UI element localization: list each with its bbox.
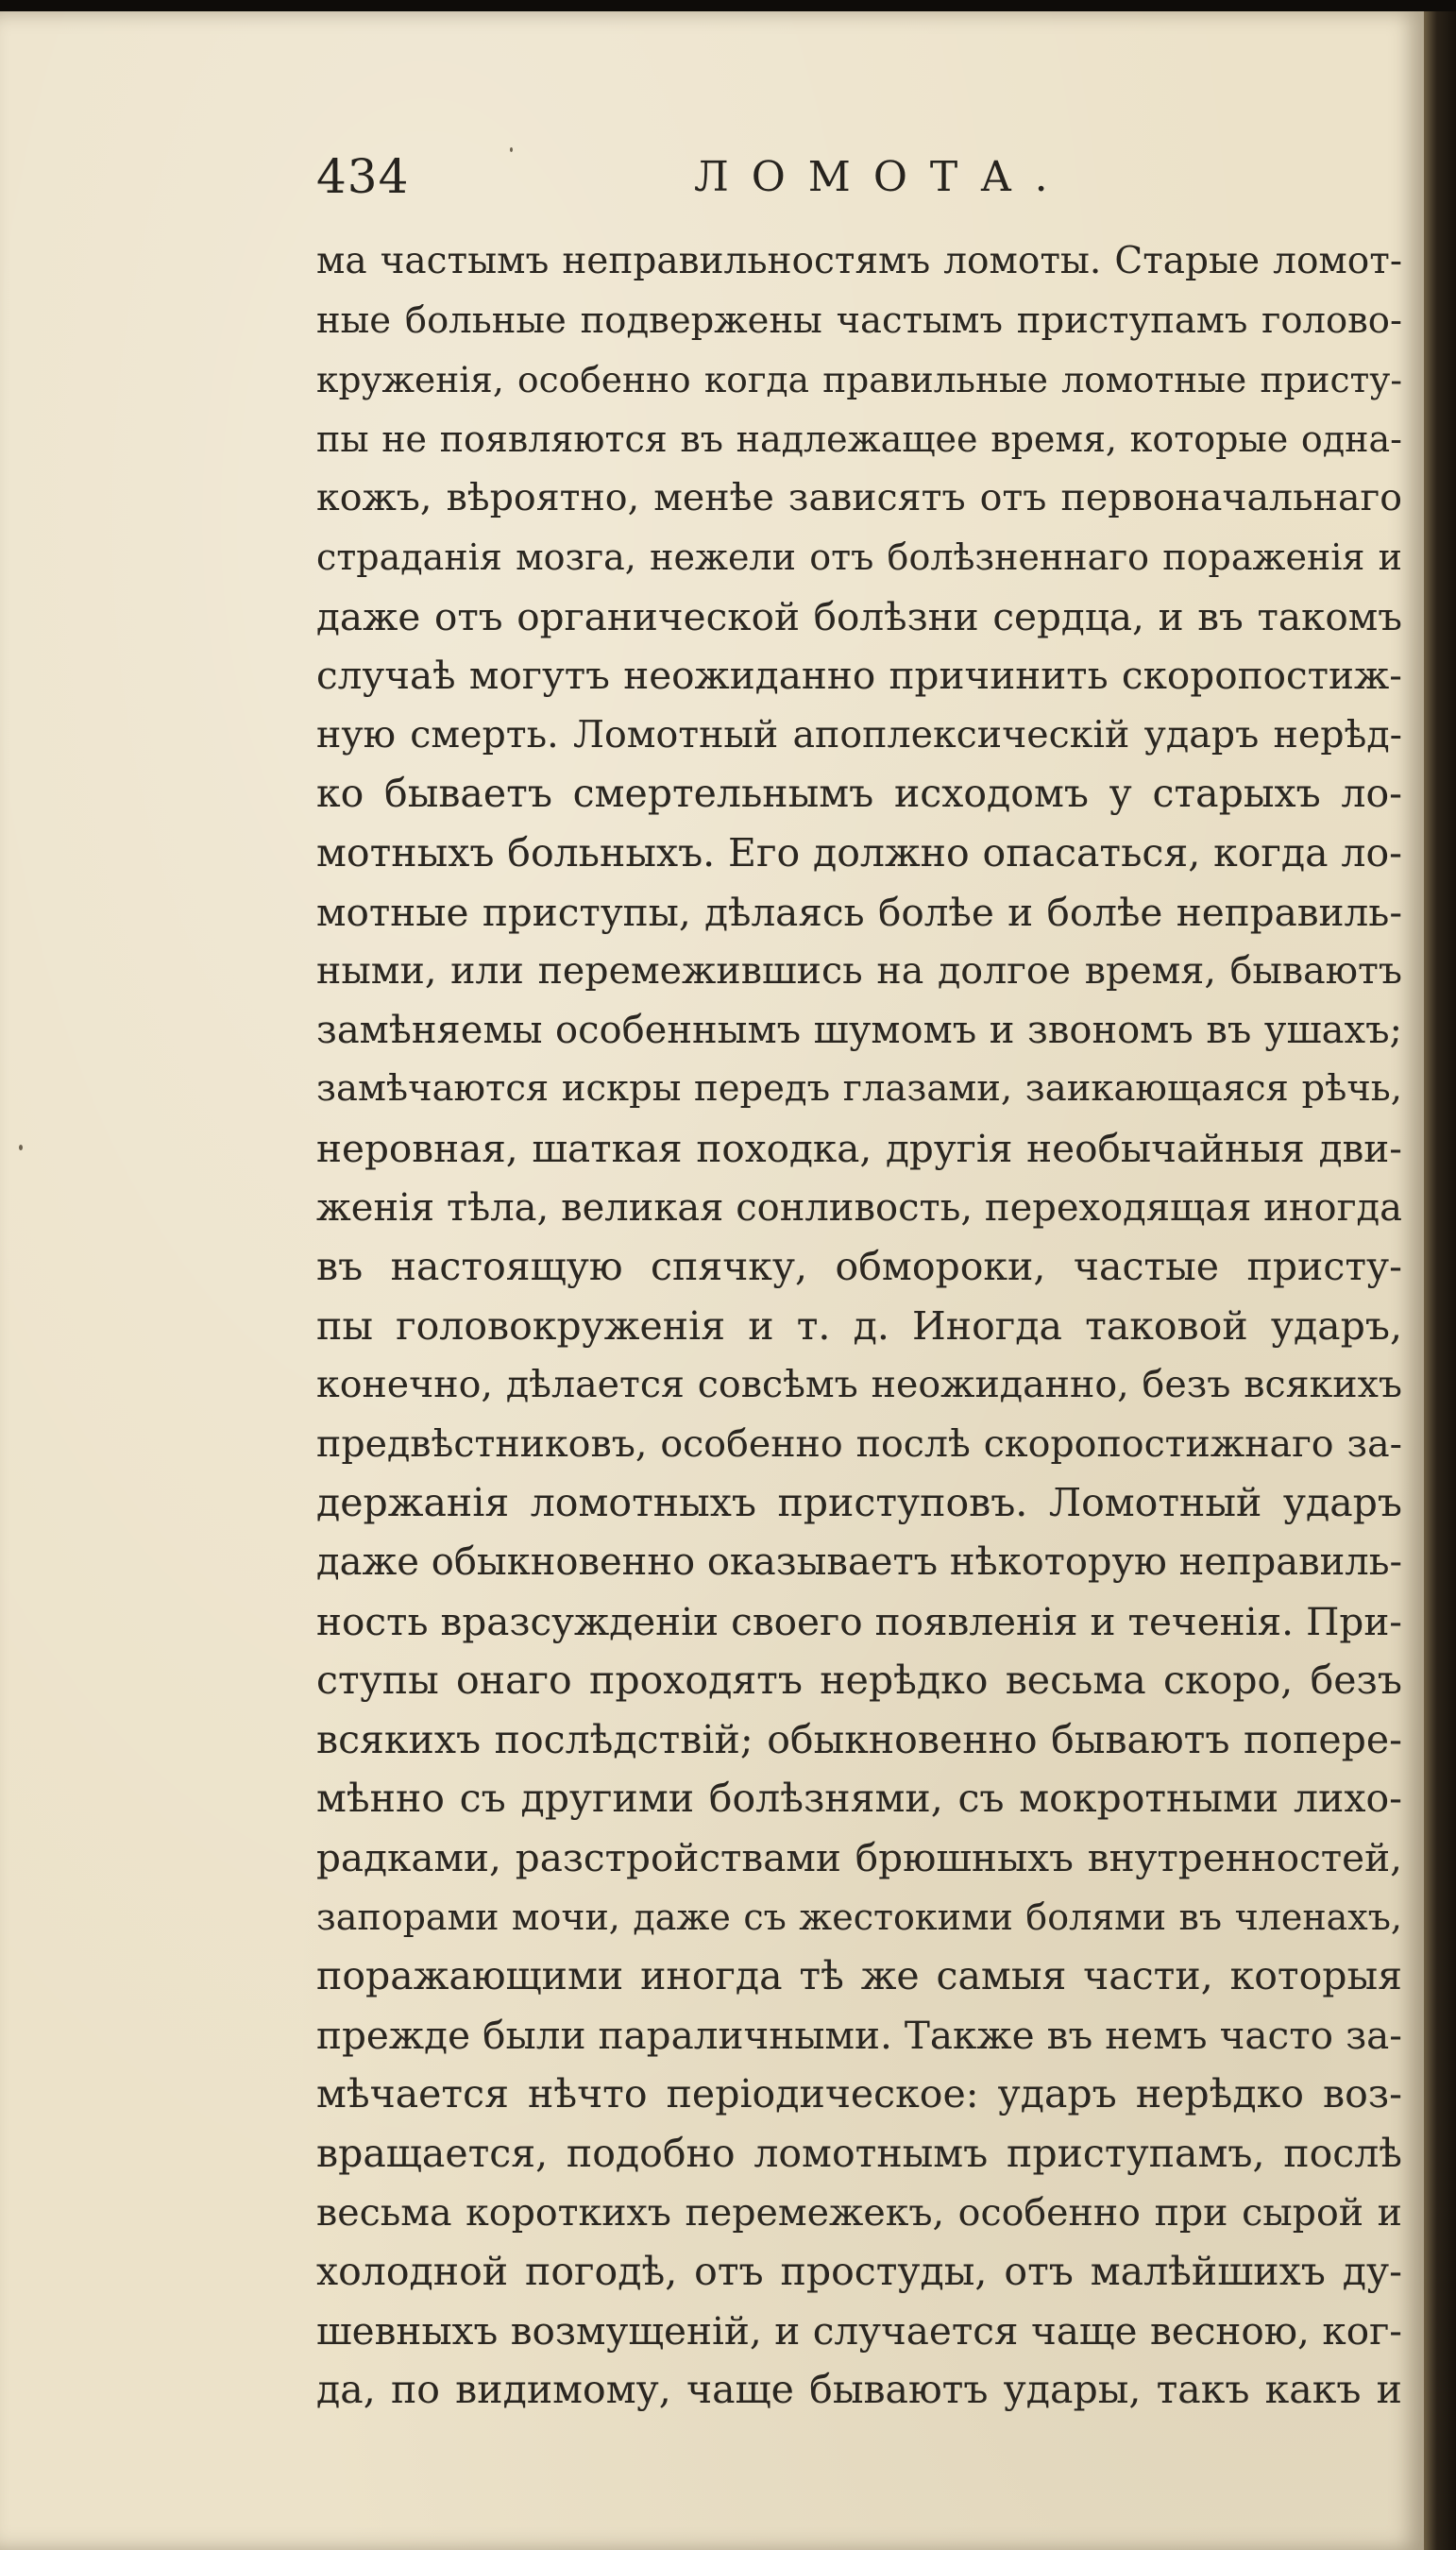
text-line: холодной погодѣ, отъ простуды, отъ малѣйшихъ ду- — [316, 2249, 1402, 2295]
text-line: радками, разстройствами брюшныхъ внутренностей, — [316, 1835, 1402, 1881]
text-line: прежде были параличными. Также въ немъ часто за- — [316, 2012, 1402, 2058]
running-head: ЛОМОТА. — [694, 153, 1071, 201]
text-line: мѣчается нѣчто періодическое: ударъ нерѣдко воз- — [316, 2071, 1402, 2117]
text-line: даже отъ органической болѣзни сердца, и въ такомъ — [316, 593, 1402, 639]
text-line: всякихъ послѣдствій; обыкновенно бываютъ попере- — [316, 1716, 1402, 1762]
text-line: замѣняемы особеннымъ шумомъ и звономъ въ ушахъ; — [316, 1008, 1402, 1052]
body-text — [316, 232, 1402, 2420]
page-number: 434 — [316, 149, 410, 204]
text-line: ную смерть. Ломотный апоплексическій ударъ нерѣд- — [316, 712, 1402, 756]
text-line: неровная, шаткая походка, другія необычайныя дви- — [316, 1125, 1402, 1171]
text-line: держанія ломотныхъ приступовъ. Ломотный ударъ — [316, 1480, 1402, 1526]
text-line: ступы онаго проходятъ нерѣдко весьма скоро, безъ — [316, 1658, 1402, 1704]
text-line: круженія, особенно когда правильные ломотные присту- — [316, 359, 1402, 401]
text-line: ма частымъ неправильностямъ ломоты. Старые ломот- — [316, 240, 1402, 282]
text-line: вращается, подобно ломотнымъ приступамъ, послѣ — [316, 2131, 1402, 2176]
text-line: ко бываетъ смертельнымъ исходомъ у старыхъ ло- — [316, 771, 1402, 817]
text-line: случаѣ могутъ неожиданно причинить скоропостиж- — [316, 653, 1402, 699]
text-line: шевныхъ возмущеній, и случается чаще весною, ког- — [316, 2307, 1402, 2354]
text-line: въ настоящую спячку, обмороки, частые присту- — [316, 1244, 1402, 1290]
text-line: мѣнно съ другими болѣзнями, съ мокротными лихо- — [316, 1776, 1402, 1822]
text-line: да, по видимому, чаще бываютъ удары, такъ какъ и — [316, 2367, 1402, 2413]
text-line: кожъ, вѣроятно, менѣе зависятъ отъ первоначальнаго — [316, 476, 1402, 520]
text-line: замѣчаются искры передъ глазами, заикающаяся рѣчь, — [316, 1067, 1402, 1111]
page-header — [316, 149, 1091, 215]
page-gutter-shadow — [1424, 11, 1456, 2550]
text-line: ные больные подвержены частымъ приступамъ голово- — [316, 298, 1402, 342]
paper-speck — [19, 1145, 23, 1150]
text-line: ными, или перемежившись на долгое время, бываютъ — [316, 949, 1402, 994]
text-line: предвѣстниковъ, особенно послѣ скоропостижнаго за- — [316, 1421, 1402, 1466]
text-line: весьма короткихъ перемежекъ, особенно при сырой и — [316, 2190, 1402, 2235]
text-line: поражающими иногда тѣ же самыя части, которыя — [316, 1953, 1402, 1999]
text-line: конечно, дѣлается совсѣмъ неожиданно, безъ всякихъ — [316, 1363, 1402, 1407]
text-line: пы головокруженія и т. д. Иногда таковой ударъ, — [316, 1302, 1402, 1349]
text-line: запорами мочи, даже съ жестокими болями въ членахъ, — [316, 1896, 1402, 1938]
text-line: пы не появляются въ надлежащее время, которые одна- — [316, 417, 1402, 460]
text-line: мотные приступы, дѣлаясь болѣе и болѣе неправиль- — [316, 889, 1402, 935]
text-line: ность вразсужденіи своего появленія и теченія. При- — [316, 1598, 1402, 1644]
text-line: женія тѣла, великая сонливость, переходящая иногда — [316, 1185, 1402, 1230]
text-line: мотныхъ больныхъ. Его должно опасаться, когда ло- — [316, 829, 1402, 876]
text-line: страданія мозга, нежели отъ болѣзненнаго пораженія и — [316, 536, 1402, 578]
text-line: даже обыкновенно оказываетъ нѣкоторую неправиль- — [316, 1540, 1402, 1585]
